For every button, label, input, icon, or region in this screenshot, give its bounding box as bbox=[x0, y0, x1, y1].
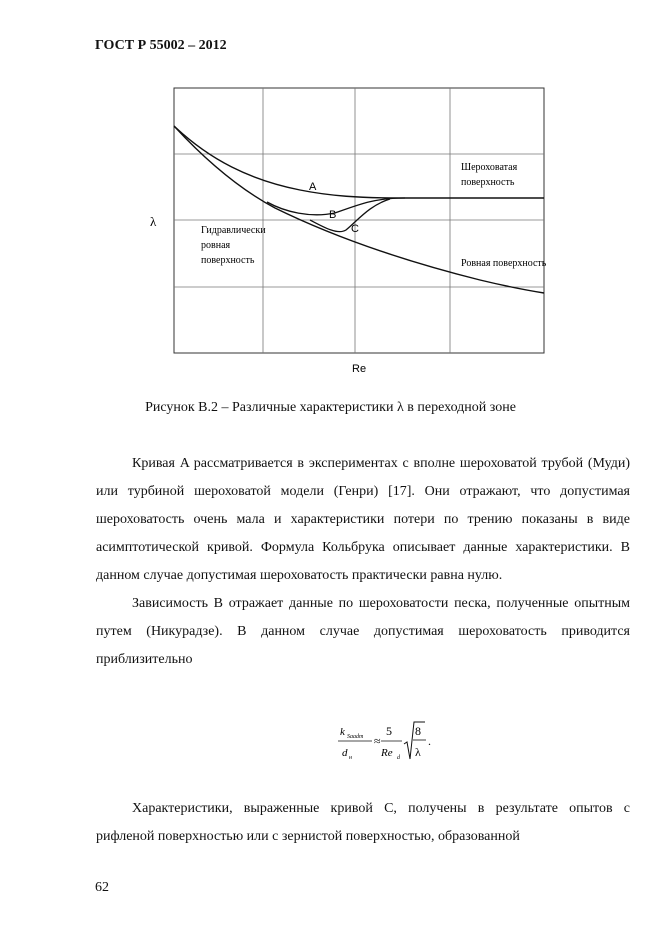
formula bbox=[338, 718, 448, 768]
curve-c-label: C bbox=[351, 223, 359, 235]
svg-text:λ: λ bbox=[415, 745, 421, 759]
svg-text:.: . bbox=[428, 734, 431, 748]
document-header: ГОСТ Р 55002 – 2012 bbox=[95, 38, 227, 53]
plot-frame bbox=[174, 88, 544, 353]
smooth-hydraulic-label-3: поверхность bbox=[201, 255, 255, 266]
y-axis-label: λ bbox=[150, 214, 157, 229]
svg-text:8: 8 bbox=[415, 724, 421, 738]
svg-text:k: k bbox=[340, 726, 345, 738]
page-number: 62 bbox=[95, 880, 109, 895]
svg-text:d: d bbox=[397, 755, 400, 761]
friction-diagram bbox=[150, 80, 550, 380]
svg-text:5: 5 bbox=[386, 724, 392, 738]
smooth-hydraulic-label-2: ровная bbox=[201, 240, 231, 251]
svg-text:Re: Re bbox=[381, 747, 393, 759]
paragraph-3: Характеристики, выраженные кривой C, получены в результате опытов с рифленой поверхностью или с зернистой поверхностью, образованной bbox=[96, 801, 630, 844]
curve-a-label: A bbox=[309, 181, 317, 193]
even-surface-label: Ровная поверхность bbox=[461, 258, 547, 269]
x-axis-label: Re bbox=[352, 363, 367, 375]
smooth-hydraulic-label-1: Гидравлически bbox=[201, 225, 266, 236]
svg-text:Saadm: Saadm bbox=[347, 734, 364, 740]
svg-text:d: d bbox=[342, 747, 348, 759]
svg-text:≈: ≈ bbox=[374, 734, 381, 748]
curve-b-label: B bbox=[329, 209, 337, 221]
rough-surface-label-1: Шероховатая bbox=[461, 162, 518, 173]
rough-surface-label-2: поверхность bbox=[461, 177, 515, 188]
body-text-lower bbox=[96, 795, 630, 851]
figure-caption: Рисунок В.2 – Различные характеристики λ в переходной зоне bbox=[145, 400, 516, 415]
curve-c bbox=[310, 199, 390, 232]
paragraph-1: Кривая A рассматривается в экспериментах с вполне шероховатой трубой (Муди) или турбиной шероховатой модели (Генри) [17]. Они отражают, что допустимая шероховатость очень мала и характеристики потери по трению показаны в виде асимптотической кривой. Формула Кольбрука описывает данные характеристики. В данном случае допустимая шероховатость практически равна нулю. bbox=[96, 456, 630, 583]
paragraph-2: Зависимость B отражает данные по шероховатости песка, полученные опытным путем (Никурадзе). В данном случае допустимая шероховатость приводится приблизительно bbox=[96, 596, 630, 667]
svg-text:н: н bbox=[349, 755, 352, 761]
body-text bbox=[96, 450, 630, 674]
